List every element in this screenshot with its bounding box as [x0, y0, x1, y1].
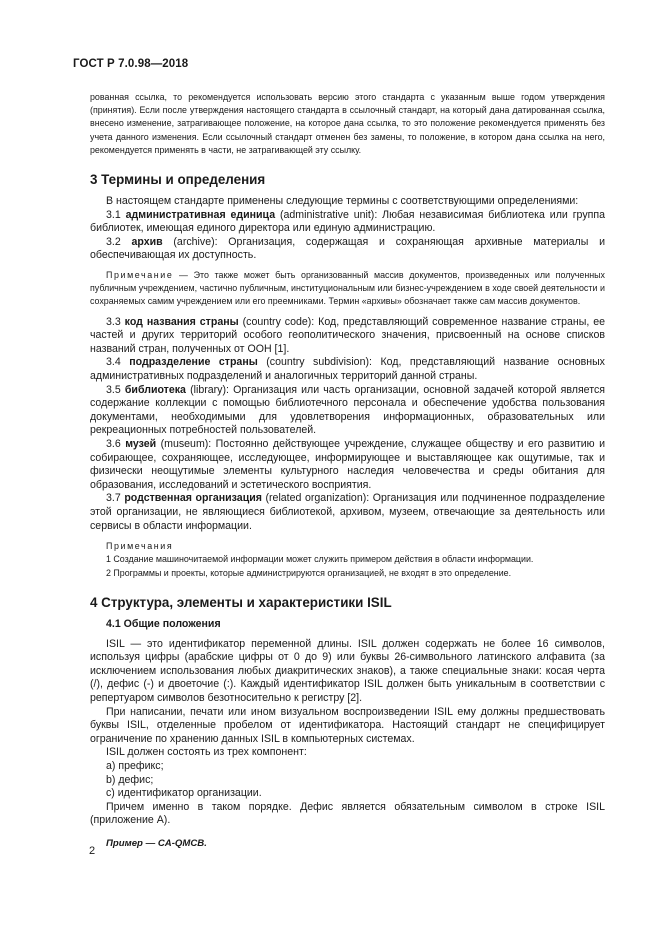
- term-number: 3.6: [106, 437, 121, 450]
- list-item: a) префикс;: [106, 760, 164, 773]
- note-item: 2 Программы и проекты, которые администрируются организацией, не входят в это определение.: [106, 567, 512, 578]
- notes-label: Примечания: [106, 541, 174, 552]
- term-3-1: [90, 209, 605, 236]
- page-number: 2: [89, 845, 96, 857]
- term-3-6: [90, 438, 605, 492]
- intro-paragraph: рованная ссылка, то рекомендуется использовать версию этого стандарта с указанным выше годом утверждения (принятия). Если после утверждения настоящего стандарта в ссылочный стандарт, на который дана датированная ссылка, внесено изменение, затрагивающее положение, на которое дана ссылка, то это положение рекомендуется применять без учета данного изменения. Если ссылочный стандарт отменен без замены, то положение, в котором дана ссылка на него, рекомендуется применять в части, не затрагивающей эту ссылку.: [90, 92, 605, 155]
- term-definition: (country subdivision): Код, представляющий название основных административных подразделений и аналогичных территорий данной страны.: [90, 356, 605, 382]
- term-number: 3.2: [106, 235, 121, 248]
- term-name: родственная организация: [124, 492, 262, 505]
- term-3-2: [90, 236, 605, 263]
- subsection-4-1-title: 4.1 Общие положения: [106, 617, 221, 630]
- document-code: ГОСТ Р 7.0.98—2018: [73, 58, 189, 70]
- list-item: b) дефис;: [106, 773, 154, 786]
- section-3-lead: В настоящем стандарте применены следующие термины с соответствующими определениями:: [106, 195, 579, 208]
- term-number: 3.1: [106, 208, 121, 221]
- note-label: Примечание: [106, 269, 174, 280]
- section-4-paragraph-4: Причем именно в таком порядке. Дефис является обязательным символом в строке ISIL (приложение А).: [90, 800, 605, 827]
- term-name: библиотека: [124, 383, 186, 396]
- term-name: подразделение страны: [129, 356, 258, 369]
- term-number: 3.3: [106, 315, 121, 328]
- note-item: 1 Создание машиночитаемой информации может служить примером действия в области информации.: [106, 554, 534, 565]
- term-definition: (museum): Постоянно действующее учреждение, служащее обществу и его развитию и собирающее, сохраняющее, исследующее, информирующее и выставляющее как ощутимые, так и физически неощутимые элементы культурного наследия человечества и среды обитания для образования, исследований и эстетического восприятия.: [90, 437, 605, 491]
- term-number: 3.5: [106, 383, 121, 396]
- example-line: Пример — CA-QMCB.: [106, 838, 207, 850]
- term-3-3: [90, 316, 605, 357]
- term-definition: (administrative unit): Любая независимая библиотека или группа библиотек, имеющая единого директора или единую администрацию.: [90, 208, 605, 235]
- term-definition: (archive): Организация, содержащая и сохраняющая архивные материалы и обеспечивающая их доступность.: [90, 235, 605, 262]
- section-3-title: 3 Термины и определения: [90, 172, 266, 188]
- list-item: c) идентификатор организации.: [106, 787, 262, 800]
- term-number: 3.4: [106, 356, 121, 369]
- term-name: музей: [125, 437, 157, 450]
- term-definition: (country code): Код, представляющий современное название страны, ее частей и других территорий особого геополитического значения, присвоенный на основе списков названий стран, полученных от ООН [1].: [90, 315, 605, 355]
- note-3-2: [90, 269, 605, 309]
- page-content: [90, 91, 605, 849]
- term-3-7: [90, 492, 605, 533]
- term-3-5: [90, 384, 605, 438]
- section-4-paragraph-2: При написании, печати или ином визуальном воспроизведении ISIL ему должны предшествовать буквы ISIL, отделенные пробелом от идентификатора. Настоящий стандарт не специфицирует ограничение по хранению данных ISIL в компьютерных системах.: [90, 705, 605, 745]
- section-4-paragraph-3: ISIL должен состоять из трех компонент:: [106, 746, 307, 759]
- term-name: административная единица: [125, 208, 276, 221]
- term-3-4: [90, 356, 605, 383]
- section-4-paragraph-1: ISIL — это идентификатор переменной длины. ISIL должен содержать не более 16 символов, используя цифры (арабские цифры от 0 до 9) или буквы 26-символьного латинского алфавита (за исключением использования любых диакритических знаков), а также специальные знаки: косая черта (/), дефис (-) и двоеточие (:). Каждый идентификатор ISIL должен быть уникальным в соответствии с репертуаром символов безотносительно к регистру [2].: [90, 637, 605, 705]
- term-definition: (related organization): Организация или подчиненное подразделение этой организации, не являющиеся библиотекой, архивом, музеем, отвечающие за деятельность или сервисы в области информации.: [90, 492, 605, 532]
- term-name: код названия страны: [124, 315, 239, 328]
- section-4-title: 4 Структура, элементы и характеристики ISIL: [90, 594, 392, 610]
- term-definition: (library): Организация или часть организации, основной задачей которой является содержание коллекции с помощью библиотечного персонала и обеспечение удобства пользования документами, необходимыми для удовлетворения информационных, образовательных или рекреационных потребностей пользователей.: [90, 383, 605, 437]
- term-number: 3.7: [106, 492, 121, 505]
- term-name: архив: [131, 235, 163, 248]
- note-text: — Это также может быть организованный массив документов, произведенных или полученных публичным учреждением, частично публичным, институциональным или бизнес-учреждением в ходе своей деятельности и сохраняемых самим учреждением или его преемниками. Термин «архивы» обозначает также сам массив документов.: [90, 269, 605, 307]
